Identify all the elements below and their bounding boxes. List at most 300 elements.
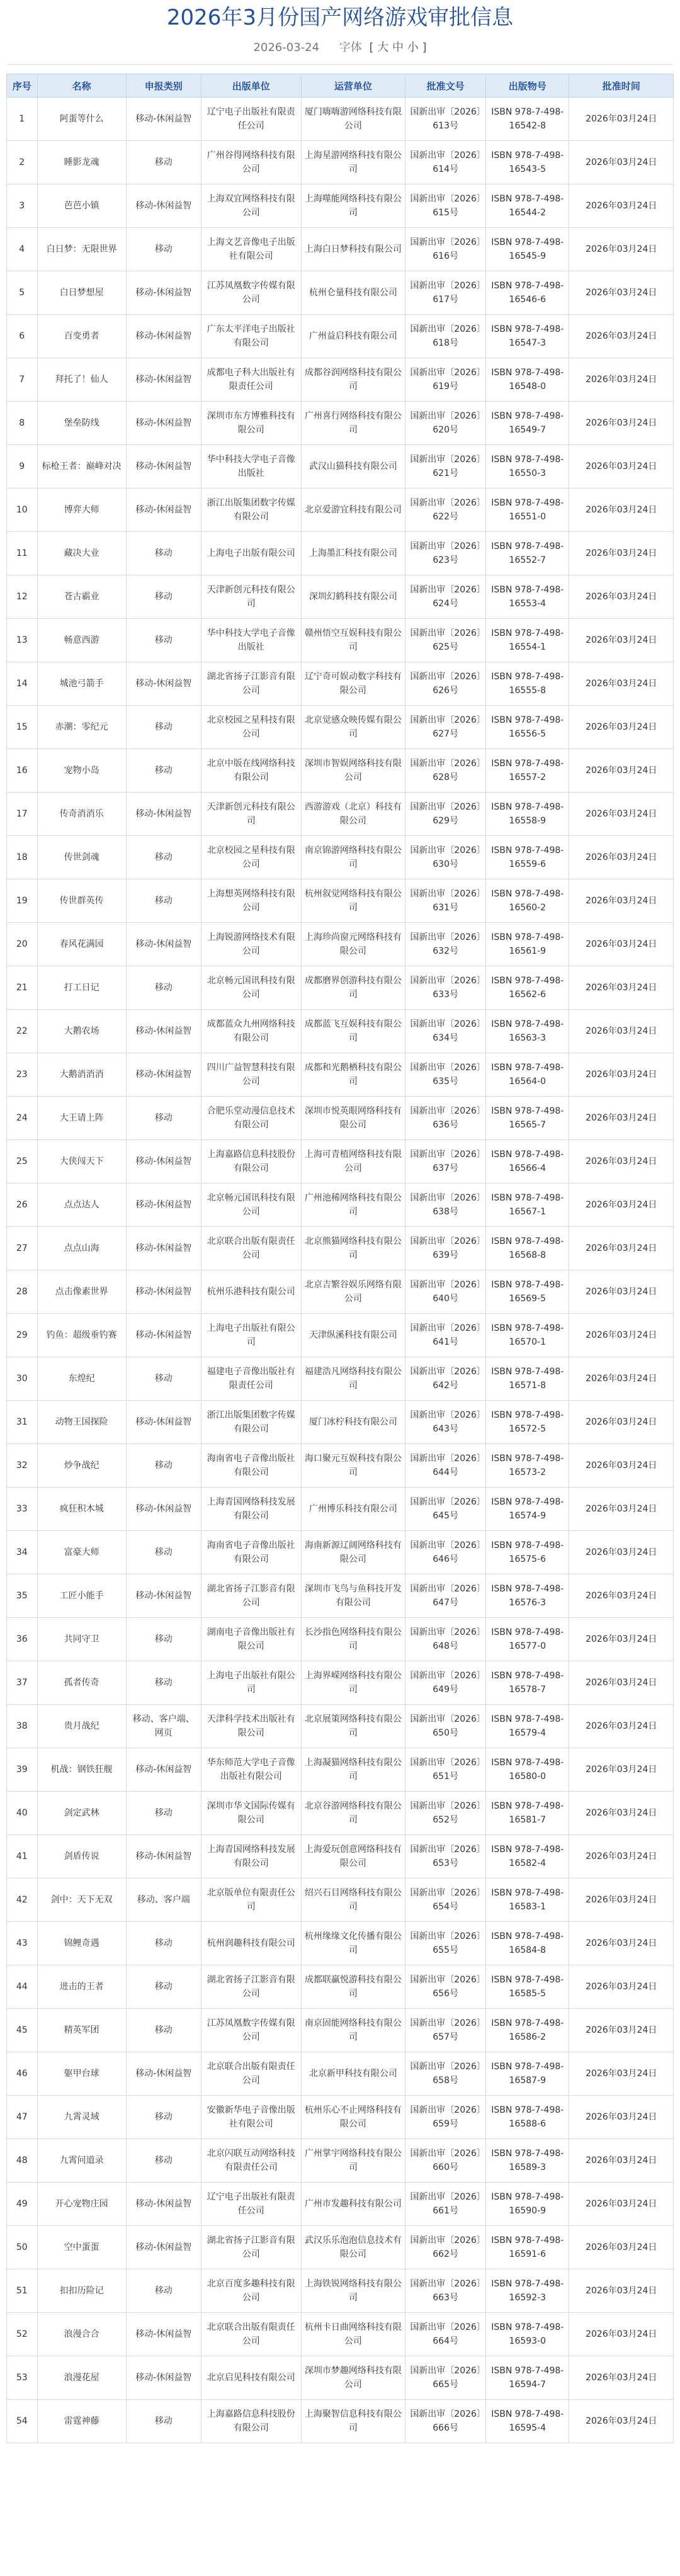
cell-approval-number: 国新出审〔2026〕629号 [405,793,486,836]
table-row [7,1227,674,1270]
cell-publisher: 上海文艺音像电子出版社有限公司 [201,228,301,271]
cell-publisher: 上海青国网络科技发展有限公司 [201,1488,301,1531]
cell-category: 移动 [126,228,201,271]
table-row [7,1314,674,1357]
cell-publisher: 四川广益智慧科技有限公司 [201,1053,301,1097]
cell-approval-date: 2026年03月24日 [569,879,674,923]
cell-isbn: ISBN 978-7-498-16591-6 [486,2226,569,2269]
cell-game-name: 白日梦想屋 [37,271,126,315]
cell-category: 移动-休闲益智 [126,1010,201,1053]
cell-game-name: 传世剑魂 [37,836,126,879]
cell-index: 17 [7,793,38,836]
cell-game-name: 富豪大师 [37,1531,126,1574]
cell-category: 移动-休闲益智 [126,98,201,141]
cell-game-name: 苍古霸业 [37,575,126,619]
cell-operator: 北京爱游宜科技有限公司 [301,489,405,532]
cell-isbn: ISBN 978-7-498-16562-6 [486,966,569,1010]
cell-category: 移动 [126,966,201,1010]
cell-approval-number: 国新出审〔2026〕645号 [405,1488,486,1531]
cell-index: 23 [7,1053,38,1097]
cell-game-name: 精英军团 [37,2009,126,2052]
cell-game-name: 雷霆神藤 [37,2400,126,2443]
cell-publisher: 江苏凤凰数字传媒有限公司 [201,2009,301,2052]
cell-index: 28 [7,1270,38,1314]
table-row [7,271,674,315]
cell-index: 5 [7,271,38,315]
table-row [7,2313,674,2356]
cell-approval-date: 2026年03月24日 [569,2400,674,2443]
cell-index: 42 [7,1878,38,1922]
cell-operator: 成都谷润网络科技有限公司 [301,358,405,402]
table-row [7,1748,674,1792]
cell-category: 移动 [126,2009,201,2052]
cell-category: 移动 [126,1444,201,1488]
cell-approval-date: 2026年03月24日 [569,1227,674,1270]
cell-publisher: 广东太平洋电子出版社有限公司 [201,315,301,358]
column-header-category: 申报类别 [126,74,201,98]
table-row [7,184,674,228]
cell-operator: 上海聚智信息科技有限公司 [301,2400,405,2443]
cell-game-name: 阿蛋等什么 [37,98,126,141]
cell-category: 移动 [126,2269,201,2313]
cell-approval-number: 国新出审〔2026〕641号 [405,1314,486,1357]
cell-operator: 杭州缘缘文化传播有限公司 [301,1922,405,1965]
cell-approval-date: 2026年03月24日 [569,315,674,358]
cell-game-name: 浪漫合合 [37,2313,126,2356]
cell-index: 8 [7,402,38,445]
table-row [7,532,674,575]
cell-operator: 武汉山猫科技有限公司 [301,445,405,489]
table-row [7,1792,674,1835]
cell-isbn: ISBN 978-7-498-16555-8 [486,662,569,706]
cell-approval-date: 2026年03月24日 [569,793,674,836]
cell-publisher: 北京百度多趣科技有限公司 [201,2269,301,2313]
cell-isbn: ISBN 978-7-498-16588-6 [486,2096,569,2139]
cell-approval-number: 国新出审〔2026〕632号 [405,923,486,966]
cell-operator: 杭州叙觉网络科技有限公司 [301,879,405,923]
cell-index: 12 [7,575,38,619]
cell-game-name: 钓鱼：超级垂钓赛 [37,1314,126,1357]
cell-isbn: ISBN 978-7-498-16567-1 [486,1183,569,1227]
cell-operator: 上海可青植网络科技有限公司 [301,1140,405,1183]
column-header-approval-date: 批准时间 [569,74,674,98]
cell-approval-date: 2026年03月24日 [569,1488,674,1531]
cell-index: 27 [7,1227,38,1270]
table-row [7,315,674,358]
cell-game-name: 睡影龙魂 [37,141,126,184]
cell-category: 移动-休闲益智 [126,271,201,315]
cell-operator: 海口聚元互娱科技有限公司 [301,1444,405,1488]
cell-game-name: 贵月战纪 [37,1705,126,1748]
cell-category: 移动 [126,619,201,662]
cell-publisher: 北京版单位有限责任公司 [201,1878,301,1922]
cell-approval-number: 国新出审〔2026〕661号 [405,2183,486,2226]
cell-approval-date: 2026年03月24日 [569,1922,674,1965]
cell-operator: 上海爱玩创意网络科技有限公司 [301,1835,405,1878]
cell-isbn: ISBN 978-7-498-16547-3 [486,315,569,358]
cell-approval-number: 国新出审〔2026〕616号 [405,228,486,271]
cell-isbn: ISBN 978-7-498-16581-7 [486,1792,569,1835]
cell-isbn: ISBN 978-7-498-16553-4 [486,575,569,619]
cell-approval-date: 2026年03月24日 [569,1835,674,1878]
cell-approval-number: 国新出审〔2026〕640号 [405,1270,486,1314]
table-row [7,2183,674,2226]
cell-index: 25 [7,1140,38,1183]
cell-approval-date: 2026年03月24日 [569,1270,674,1314]
table-row [7,2052,674,2096]
cell-operator: 上海白日梦科技有限公司 [301,228,405,271]
cell-approval-date: 2026年03月24日 [569,1357,674,1401]
cell-approval-number: 国新出审〔2026〕635号 [405,1053,486,1097]
cell-operator: 杭州乐心不止网络科技有限公司 [301,2096,405,2139]
cell-approval-date: 2026年03月24日 [569,1444,674,1488]
table-row [7,923,674,966]
table-row [7,1705,674,1748]
cell-category: 移动 [126,1922,201,1965]
cell-game-name: 芭芭小镇 [37,184,126,228]
cell-index: 1 [7,98,38,141]
cell-category: 移动 [126,1965,201,2009]
cell-approval-number: 国新出审〔2026〕648号 [405,1618,486,1661]
cell-index: 35 [7,1574,38,1618]
cell-operator: 上海凝猫网络科技有限公司 [301,1748,405,1792]
cell-isbn: ISBN 978-7-498-16577-0 [486,1618,569,1661]
cell-approval-date: 2026年03月24日 [569,662,674,706]
cell-isbn: ISBN 978-7-498-16585-5 [486,1965,569,2009]
cell-publisher: 广州谷得网络科技有限公司 [201,141,301,184]
cell-isbn: ISBN 978-7-498-16565-7 [486,1097,569,1140]
cell-operator: 北京觉感众映传媒有限公司 [301,706,405,749]
cell-approval-number: 国新出审〔2026〕633号 [405,966,486,1010]
cell-publisher: 北京联合出版有限责任公司 [201,2052,301,2096]
cell-index: 38 [7,1705,38,1748]
cell-category: 移动-休闲益智 [126,1488,201,1531]
cell-approval-number: 国新出审〔2026〕628号 [405,749,486,793]
cell-game-name: 传世群英传 [37,879,126,923]
cell-publisher: 海南省电子音像出版社有限公司 [201,1444,301,1488]
cell-category: 移动-休闲益智 [126,1270,201,1314]
cell-operator: 武汉乐乐泡泡信息技术有限公司 [301,2226,405,2269]
cell-index: 20 [7,923,38,966]
cell-game-name: 剑盾传说 [37,1835,126,1878]
cell-isbn: ISBN 978-7-498-16552-7 [486,532,569,575]
cell-approval-date: 2026年03月24日 [569,1792,674,1835]
cell-publisher: 上海电子出版社有限公司 [201,1314,301,1357]
cell-index: 4 [7,228,38,271]
cell-publisher: 湖北省扬子江影音有限公司 [201,2226,301,2269]
table-row [7,1835,674,1878]
cell-game-name: 点点达人 [37,1183,126,1227]
cell-operator: 北京谷游网络科技有限公司 [301,1792,405,1835]
cell-approval-number: 国新出审〔2026〕656号 [405,1965,486,2009]
cell-approval-date: 2026年03月24日 [569,619,674,662]
cell-game-name: 剑定武林 [37,1792,126,1835]
cell-publisher: 上海锐游网络技术有限公司 [201,923,301,966]
cell-operator: 上海墨汇科技有限公司 [301,532,405,575]
cell-category: 移动-休闲益智 [126,1053,201,1097]
cell-approval-number: 国新出审〔2026〕619号 [405,358,486,402]
table-row [7,228,674,271]
cell-isbn: ISBN 978-7-498-16542-8 [486,98,569,141]
cell-category: 移动 [126,2096,201,2139]
cell-publisher: 湖南电子音像出版社有限公司 [201,1618,301,1661]
cell-category: 移动-休闲益智 [126,1401,201,1444]
cell-category: 移动-休闲益智 [126,315,201,358]
cell-game-name: 拜托了！仙人 [37,358,126,402]
cell-approval-number: 国新出审〔2026〕636号 [405,1097,486,1140]
cell-publisher: 华中科技大学电子音像出版社 [201,619,301,662]
cell-game-name: 百变勇者 [37,315,126,358]
cell-approval-date: 2026年03月24日 [569,1748,674,1792]
cell-game-name: 打工日记 [37,966,126,1010]
cell-publisher: 上海嘉路信息科技股份有限公司 [201,2400,301,2443]
cell-category: 移动 [126,1357,201,1401]
cell-game-name: 躯甲台球 [37,2052,126,2096]
cell-isbn: ISBN 978-7-498-16554-1 [486,619,569,662]
cell-category: 移动-休闲益智 [126,2183,201,2226]
cell-publisher: 浙江出版集团数字传媒有限公司 [201,489,301,532]
cell-approval-number: 国新出审〔2026〕637号 [405,1140,486,1183]
cell-approval-number: 国新出审〔2026〕618号 [405,315,486,358]
cell-approval-date: 2026年03月24日 [569,402,674,445]
cell-approval-date: 2026年03月24日 [569,2139,674,2183]
cell-category: 移动-休闲益智 [126,1140,201,1183]
cell-isbn: ISBN 978-7-498-16545-9 [486,228,569,271]
cell-isbn: ISBN 978-7-498-16568-8 [486,1227,569,1270]
cell-index: 9 [7,445,38,489]
table-body [7,98,674,2443]
cell-operator: 厦门嗨嗨游网络科技有限公司 [301,98,405,141]
cell-index: 19 [7,879,38,923]
cell-approval-date: 2026年03月24日 [569,184,674,228]
cell-approval-date: 2026年03月24日 [569,1531,674,1574]
cell-game-name: 春风花满园 [37,923,126,966]
cell-approval-date: 2026年03月24日 [569,1010,674,1053]
cell-category: 移动-休闲益智 [126,1574,201,1618]
cell-approval-number: 国新出审〔2026〕662号 [405,2226,486,2269]
cell-game-name: 藏决大业 [37,532,126,575]
cell-approval-date: 2026年03月24日 [569,2269,674,2313]
cell-operator: 成都联赢悦游科技有限公司 [301,1965,405,2009]
cell-index: 40 [7,1792,38,1835]
cell-game-name: 孤者传奇 [37,1661,126,1705]
font-size-medium-button[interactable]: 中 [392,41,404,54]
cell-approval-number: 国新出审〔2026〕660号 [405,2139,486,2183]
cell-index: 16 [7,749,38,793]
cell-approval-number: 国新出审〔2026〕622号 [405,489,486,532]
cell-publisher: 深圳市东方博雅科技有限公司 [201,402,301,445]
cell-approval-date: 2026年03月24日 [569,2183,674,2226]
table-row [7,1183,674,1227]
cell-index: 47 [7,2096,38,2139]
cell-index: 7 [7,358,38,402]
font-size-close-bracket: ] [422,41,427,54]
cell-category: 移动 [126,2139,201,2183]
cell-approval-number: 国新出审〔2026〕626号 [405,662,486,706]
cell-publisher: 北京畅元国讯科技有限公司 [201,966,301,1010]
cell-publisher: 北京校园之星科技有限公司 [201,836,301,879]
cell-index: 52 [7,2313,38,2356]
cell-approval-date: 2026年03月24日 [569,923,674,966]
cell-publisher: 海南省电子音像出版社有限公司 [201,1531,301,1574]
cell-category: 移动 [126,1097,201,1140]
publish-date: 2026-03-24 [253,41,320,54]
cell-category: 移动 [126,532,201,575]
cell-approval-date: 2026年03月24日 [569,98,674,141]
cell-isbn: ISBN 978-7-498-16548-0 [486,358,569,402]
cell-approval-date: 2026年03月24日 [569,1574,674,1618]
table-row [7,1618,674,1661]
cell-approval-number: 国新出审〔2026〕621号 [405,445,486,489]
cell-category: 移动-休闲益智 [126,2356,201,2400]
cell-game-name: 浪漫花屋 [37,2356,126,2400]
cell-isbn: ISBN 978-7-498-16560-2 [486,879,569,923]
cell-game-name: 赤潮：零纪元 [37,706,126,749]
cell-approval-date: 2026年03月24日 [569,532,674,575]
cell-index: 22 [7,1010,38,1053]
column-header-name: 名称 [37,74,126,98]
cell-approval-number: 国新出审〔2026〕630号 [405,836,486,879]
table-row [7,489,674,532]
cell-approval-date: 2026年03月24日 [569,1661,674,1705]
approval-table [6,74,674,2443]
cell-operator: 上海铁锐网络科技有限公司 [301,2269,405,2313]
cell-approval-number: 国新出审〔2026〕623号 [405,532,486,575]
cell-isbn: ISBN 978-7-498-16574-9 [486,1488,569,1531]
font-size-large-button[interactable]: 大 [377,41,389,54]
table-row [7,879,674,923]
cell-isbn: ISBN 978-7-498-16550-3 [486,445,569,489]
cell-operator: 上海星游网络科技有限公司 [301,141,405,184]
cell-approval-date: 2026年03月24日 [569,2052,674,2096]
cell-approval-number: 国新出审〔2026〕651号 [405,1748,486,1792]
cell-game-name: 宠物小岛 [37,749,126,793]
cell-operator: 北京熊猫网络科技有限公司 [301,1227,405,1270]
table-row [7,966,674,1010]
cell-approval-date: 2026年03月24日 [569,1053,674,1097]
cell-index: 11 [7,532,38,575]
cell-category: 移动-休闲益智 [126,2313,201,2356]
cell-operator: 长沙指色网络科技有限公司 [301,1618,405,1661]
cell-category: 移动-休闲益智 [126,445,201,489]
cell-operator: 广州益启科技有限公司 [301,315,405,358]
cell-approval-date: 2026年03月24日 [569,1314,674,1357]
cell-publisher: 天津新创元科技有限公司 [201,575,301,619]
cell-operator: 成都和光鹅栖科技有限公司 [301,1053,405,1097]
cell-approval-date: 2026年03月24日 [569,1705,674,1748]
cell-operator: 广州池稀网络科技有限公司 [301,1183,405,1227]
cell-approval-date: 2026年03月24日 [569,836,674,879]
cell-operator: 上海噬能网络科技有限公司 [301,184,405,228]
cell-isbn: ISBN 978-7-498-16575-6 [486,1531,569,1574]
cell-isbn: ISBN 978-7-498-16578-7 [486,1661,569,1705]
cell-operator: 北京展策网络科技有限公司 [301,1705,405,1748]
cell-operator: 成都蓝飞互娱科技有限公司 [301,1010,405,1053]
cell-publisher: 湖北省扬子江影音有限公司 [201,662,301,706]
cell-index: 26 [7,1183,38,1227]
cell-operator: 绍兴石目网络科技有限公司 [301,1878,405,1922]
cell-approval-number: 国新出审〔2026〕658号 [405,2052,486,2096]
cell-index: 50 [7,2226,38,2269]
column-header-isbn: 出版物号 [486,74,569,98]
cell-approval-number: 国新出审〔2026〕643号 [405,1401,486,1444]
cell-publisher: 北京中版在线网络科技有限公司 [201,749,301,793]
font-size-small-button[interactable]: 小 [407,41,419,54]
table-row [7,358,674,402]
cell-category: 移动 [126,879,201,923]
table-row [7,836,674,879]
cell-isbn: ISBN 978-7-498-16587-9 [486,2052,569,2096]
cell-approval-number: 国新出审〔2026〕617号 [405,271,486,315]
cell-game-name: 共同守卫 [37,1618,126,1661]
cell-publisher: 天津新创元科技有限公司 [201,793,301,836]
cell-publisher: 杭州乐港科技有限公司 [201,1270,301,1314]
cell-game-name: 东煌纪 [37,1357,126,1401]
cell-game-name: 进击的王者 [37,1965,126,2009]
cell-approval-number: 国新出审〔2026〕631号 [405,879,486,923]
cell-isbn: ISBN 978-7-498-16592-3 [486,2269,569,2313]
cell-publisher: 华东师范大学电子音像出版社有限公司 [201,1748,301,1792]
cell-game-name: 九霄问道录 [37,2139,126,2183]
table-header-row [7,74,674,98]
cell-publisher: 湖北省扬子江影音有限公司 [201,1574,301,1618]
cell-approval-date: 2026年03月24日 [569,141,674,184]
title-divider [8,64,672,65]
cell-category: 移动 [126,749,201,793]
cell-isbn: ISBN 978-7-498-16571-8 [486,1357,569,1401]
cell-publisher: 北京启见科技有限公司 [201,2356,301,2400]
column-header-operator: 运营单位 [301,74,405,98]
cell-index: 33 [7,1488,38,1531]
cell-approval-date: 2026年03月24日 [569,489,674,532]
table-row [7,1140,674,1183]
cell-approval-number: 国新出审〔2026〕666号 [405,2400,486,2443]
cell-isbn: ISBN 978-7-498-16594-7 [486,2356,569,2400]
table-row [7,1053,674,1097]
cell-isbn: ISBN 978-7-498-16559-6 [486,836,569,879]
cell-index: 49 [7,2183,38,2226]
cell-index: 10 [7,489,38,532]
cell-approval-number: 国新出审〔2026〕659号 [405,2096,486,2139]
cell-approval-date: 2026年03月24日 [569,1878,674,1922]
cell-isbn: ISBN 978-7-498-16546-6 [486,271,569,315]
cell-isbn: ISBN 978-7-498-16579-4 [486,1705,569,1748]
cell-isbn: ISBN 978-7-498-16570-1 [486,1314,569,1357]
cell-category: 移动-休闲益智 [126,184,201,228]
cell-category: 移动-休闲益智 [126,358,201,402]
cell-approval-number: 国新出审〔2026〕614号 [405,141,486,184]
table-row [7,575,674,619]
cell-isbn: ISBN 978-7-498-16572-5 [486,1401,569,1444]
cell-game-name: 工匠小能手 [37,1574,126,1618]
cell-operator: 天津纵溪科技有限公司 [301,1314,405,1357]
cell-game-name: 大鹅农场 [37,1010,126,1053]
table-row [7,706,674,749]
cell-approval-number: 国新出审〔2026〕664号 [405,2313,486,2356]
cell-approval-date: 2026年03月24日 [569,2356,674,2400]
cell-approval-date: 2026年03月24日 [569,358,674,402]
table-row [7,662,674,706]
cell-isbn: ISBN 978-7-498-16583-1 [486,1878,569,1922]
column-header-publisher: 出版单位 [201,74,301,98]
cell-publisher: 福建电子音像出版社有限责任公司 [201,1357,301,1401]
table-row [7,1878,674,1922]
cell-approval-number: 国新出审〔2026〕620号 [405,402,486,445]
cell-index: 37 [7,1661,38,1705]
cell-index: 51 [7,2269,38,2313]
cell-approval-date: 2026年03月24日 [569,749,674,793]
cell-index: 24 [7,1097,38,1140]
